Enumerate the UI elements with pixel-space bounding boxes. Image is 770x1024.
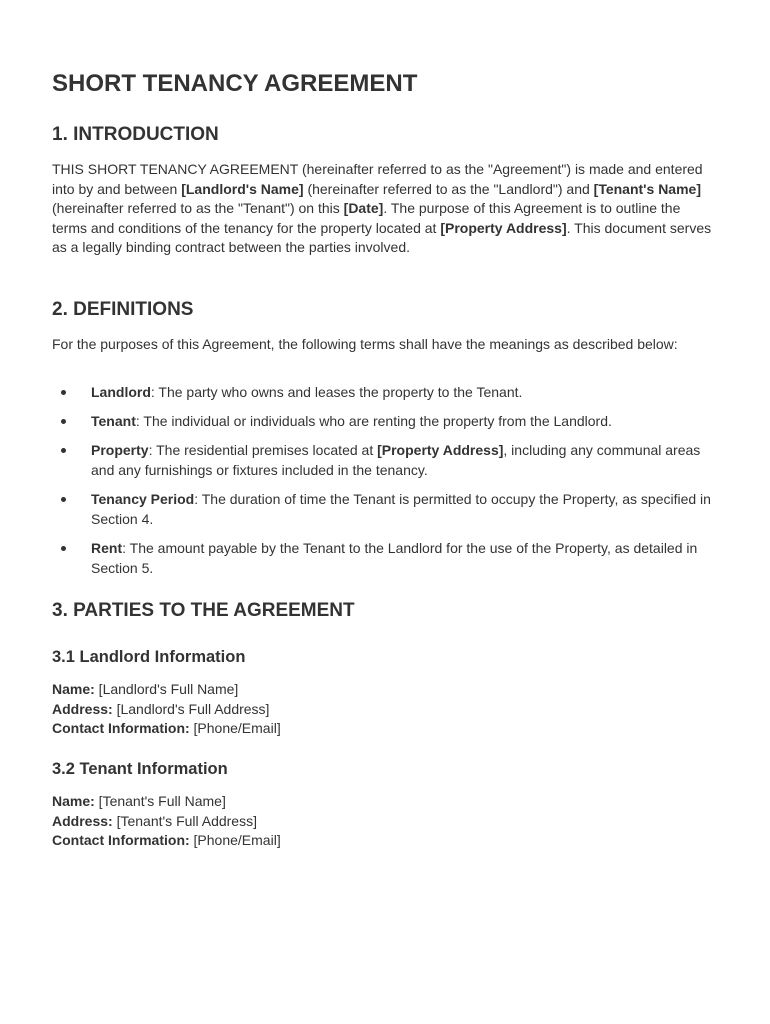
tenant-name-placeholder: [Tenant's Name] bbox=[593, 180, 701, 197]
tenant-contact-line bbox=[52, 831, 718, 851]
landlord-name-line bbox=[52, 680, 718, 700]
definition-text: : The duration of time the Tenant is permitted to occupy the Property, as specified in Section 4. bbox=[91, 491, 711, 527]
field-label: Contact Information: bbox=[52, 832, 190, 849]
definition-term: Tenancy Period bbox=[91, 491, 195, 508]
field-value: [Tenant's Full Name] bbox=[94, 793, 226, 809]
subsection-heading-landlord: 3.1 Landlord Information bbox=[52, 648, 246, 666]
field-value: [Landlord's Full Name] bbox=[94, 681, 239, 697]
definition-term: Property bbox=[91, 442, 149, 459]
field-label: Address: bbox=[52, 700, 113, 717]
landlord-name-placeholder: [Landlord's Name] bbox=[181, 180, 304, 197]
intro-text: THIS SHORT TENANCY AGREEMENT (hereinafter referred to as the "Agreement") is made and entered into by and between bbox=[52, 161, 703, 197]
tenant-name-line bbox=[52, 792, 718, 812]
list-item bbox=[52, 412, 718, 432]
bullet-icon bbox=[61, 448, 66, 453]
list-item bbox=[52, 383, 718, 403]
intro-text: (hereinafter referred to as the "Tenant") on this bbox=[52, 200, 344, 217]
field-label: Name: bbox=[52, 681, 95, 697]
field-value: [Landlord's Full Address] bbox=[112, 700, 270, 717]
property-address-placeholder: [Property Address] bbox=[377, 442, 504, 459]
field-label: Name: bbox=[52, 793, 95, 809]
introduction-paragraph bbox=[52, 160, 718, 258]
list-item bbox=[52, 490, 718, 529]
list-item bbox=[52, 441, 718, 480]
field-value: [Phone/Email] bbox=[189, 832, 281, 849]
bullet-icon bbox=[61, 419, 66, 424]
subsection-heading-tenant: 3.2 Tenant Information bbox=[52, 760, 228, 778]
field-label: Address: bbox=[52, 812, 113, 829]
landlord-info-block bbox=[52, 680, 718, 739]
intro-text: (hereinafter referred to as the "Landlord") and bbox=[303, 180, 594, 197]
bullet-icon bbox=[61, 497, 66, 502]
definitions-intro: For the purposes of this Agreement, the following terms shall have the meanings as described below: bbox=[52, 336, 678, 352]
definition-text: , including any communal areas and any furnishings or fixtures included in the tenancy. bbox=[91, 442, 701, 478]
definition-text: : The party who owns and leases the property to the Tenant. bbox=[150, 384, 523, 400]
definition-text: : The amount payable by the Tenant to the Landlord for the use of the Property, as detailed in Section 5. bbox=[91, 539, 698, 576]
field-value: [Tenant's Full Address] bbox=[112, 812, 257, 829]
tenant-info-block bbox=[52, 792, 718, 851]
section-heading-introduction: 1. INTRODUCTION bbox=[52, 124, 219, 145]
landlord-address-line bbox=[52, 700, 718, 720]
definition-text: : The individual or individuals who are renting the property from the Landlord. bbox=[135, 413, 612, 430]
list-item bbox=[52, 539, 718, 578]
field-label: Contact Information: bbox=[52, 720, 190, 737]
section-heading-parties: 3. PARTIES TO THE AGREEMENT bbox=[52, 600, 355, 621]
property-address-placeholder: [Property Address] bbox=[440, 219, 567, 236]
intro-text: . This document serves as a legally binding contract between the parties involved. bbox=[52, 219, 712, 256]
bullet-icon bbox=[61, 546, 66, 551]
definition-term: Tenant bbox=[91, 413, 136, 430]
definition-term: Rent bbox=[91, 539, 123, 556]
section-heading-definitions: 2. DEFINITIONS bbox=[52, 299, 194, 320]
definition-text: : The residential premises located at bbox=[148, 442, 378, 459]
definitions-list bbox=[52, 383, 718, 588]
document-title: SHORT TENANCY AGREEMENT bbox=[52, 70, 418, 97]
bullet-icon bbox=[61, 390, 66, 395]
tenant-address-line bbox=[52, 812, 718, 832]
date-placeholder: [Date] bbox=[343, 200, 384, 217]
definition-term: Landlord bbox=[91, 384, 151, 400]
field-value: [Phone/Email] bbox=[189, 720, 281, 737]
landlord-contact-line bbox=[52, 719, 718, 739]
intro-text: . The purpose of this Agreement is to outline the terms and conditions of the tenancy for the property located at bbox=[52, 200, 681, 236]
